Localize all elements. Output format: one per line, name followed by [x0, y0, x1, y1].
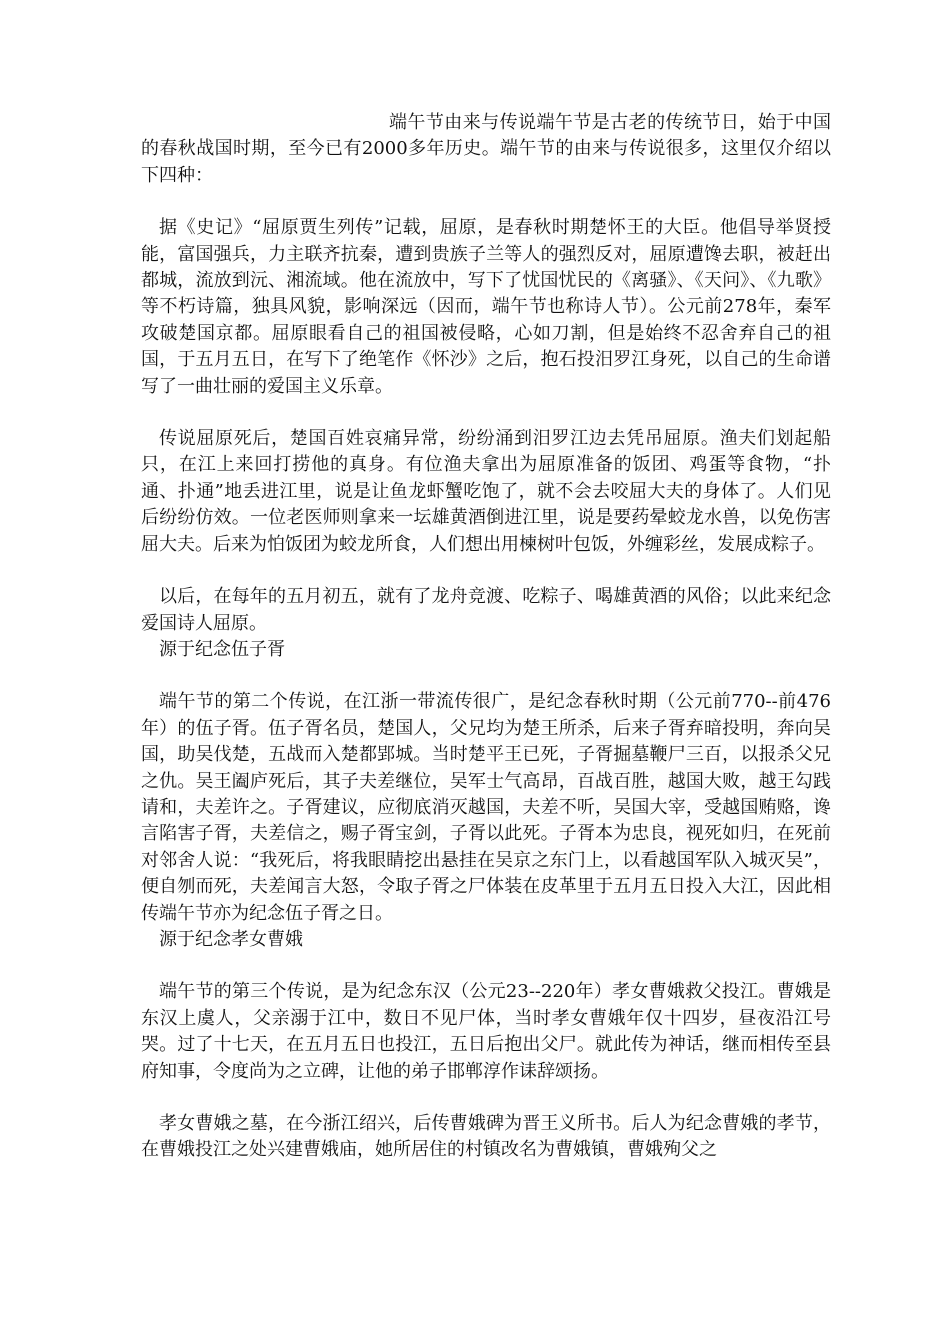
quyuan-history-paragraph: 据《史记》“屈原贾生列传”记载，屈原，是春秋时期楚怀王的大臣。他倡导举贤授能，富国强兵，力主联齐抗秦，遭到贵族子兰等人的强烈反对，屈原遭馋去职，被赶出都城，流放到沅、湘流域。他在流放中，写下了忧国忧民的《离骚》、《天问》、《九歌》等不朽诗篇，独具风貌，影响深远（因而，端午节也称诗人节）。公元前278年，秦军攻破楚国京都。屈原眼看自己的祖国被侵略，心如刀割，但是始终不忍舍弃自己的祖国，于五月五日，在写下了绝笔作《怀沙》之后，抱石投汨罗江身死，以自己的生命谱写了一曲壮丽的爱国主义乐章。	[141, 217, 831, 397]
caoe-heading: 源于纪念孝女曹娥	[159, 928, 303, 950]
intro-paragraph: 端午节由来与传说端午节是古老的传统节日，始于中国的春秋战国时期，至今已有2000多年历史。端午节的由来与传说很多，这里仅介绍以下四种：	[141, 112, 831, 186]
caoe-tomb-paragraph: 孝女曹娥之墓，在今浙江绍兴，后传曹娥碑为晋王义所书。后人为纪念曹娥的孝节，在曹娥投江之处兴建曹娥庙，她所居住的村镇改名为曹娥镇，曹娥殉父之	[141, 1113, 831, 1161]
quyuan-custom-paragraph: 以后，在每年的五月初五，就有了龙舟竞渡、吃粽子、喝雄黄酒的风俗；以此来纪念爱国诗人屈原。	[141, 586, 831, 634]
wuzixu-heading: 源于纪念伍子胥	[159, 638, 285, 660]
document-page	[141, 110, 831, 1164]
caoe-story-paragraph: 端午节的第三个传说，是为纪念东汉（公元23--220年）孝女曹娥救父投江。曹娥是东汉上虞人，父亲溺于江中，数日不见尸体，当时孝女曹娥年仅十四岁，昼夜沿江号哭。过了十七天，在五月五日也投江，五日后抱出父尸。就此传为神话，继而相传至县府知事，令度尚为之立碑，让他的弟子邯郸淳作诔辞颂扬。	[141, 981, 831, 1082]
quyuan-legend-paragraph: 传说屈原死后，楚国百姓哀痛异常，纷纷涌到汨罗江边去凭吊屈原。渔夫们划起船只，在江上来回打捞他的真身。有位渔夫拿出为屈原准备的饭团、鸡蛋等食物，“扑通、扑通”地丢进江里，说是让鱼龙虾蟹吃饱了，就不会去咬屈大夫的身体了。人们见后纷纷仿效。一位老医师则拿来一坛雄黄酒倒进江里，说是要药晕蛟龙水兽，以免伤害屈大夫。后来为怕饭团为蛟龙所食，人们想出用楝树叶包饭，外缠彩丝，发展成粽子。	[141, 428, 831, 555]
wuzixu-story-paragraph: 端午节的第二个传说，在江浙一带流传很广，是纪念春秋时期（公元前770--前476年）的伍子胥。伍子胥名员，楚国人，父兄均为楚王所杀，后来子胥弃暗投明，奔向吴国，助吴伐楚，五战而入楚都郢城。当时楚平王已死，子胥掘墓鞭尸三百，以报杀父兄之仇。吴王阖庐死后，其子夫差继位，吴军士气高昂，百战百胜，越国大败，越王勾践请和，夫差许之。子胥建议，应彻底消灭越国，夫差不听，吴国大宰，受越国贿赂，谗言陷害子胥，夫差信之，赐子胥宝剑，子胥以此死。子胥本为忠良，视死如归，在死前对邻舍人说：“我死后，将我眼睛挖出悬挂在吴京之东门上，以看越国军队入城灭吴”，便自刎而死，夫差闻言大怒，令取子胥之尸体装在皮革里于五月五日投入大江，因此相传端午节亦为纪念伍子胥之日。	[141, 691, 831, 924]
